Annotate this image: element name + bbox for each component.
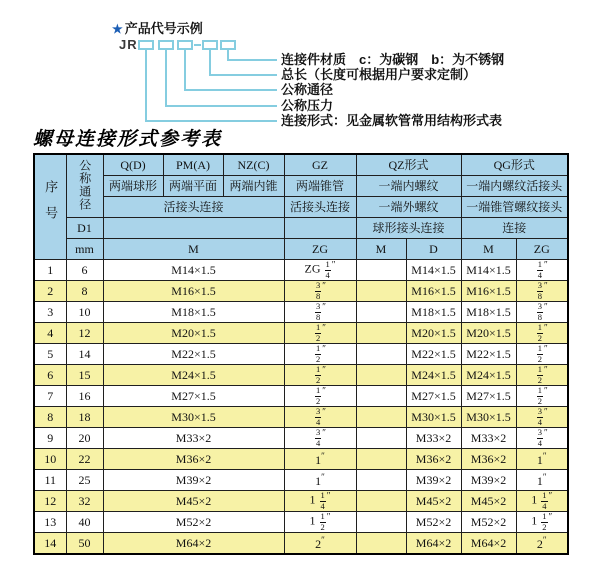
- connector-line-h3: [184, 89, 277, 91]
- table-title: 螺母连接形式参考表: [33, 128, 223, 150]
- cell-m-thread: M33×2: [103, 428, 284, 449]
- cell-serial: 5: [34, 344, 66, 365]
- cell-qg-zg: $\frac{1}{2}$ ″: [516, 365, 568, 386]
- cell-qz-d: M18×1.5: [406, 302, 461, 323]
- cell-m-thread: M20×1.5: [103, 323, 284, 344]
- cell-dn-mm: 14: [66, 344, 103, 365]
- table-row: [34, 302, 568, 323]
- cell-dn-mm: 40: [66, 512, 103, 533]
- cell-qz-m: [356, 260, 406, 281]
- cell-serial: 7: [34, 386, 66, 407]
- header-qg-zg: ZG: [516, 239, 568, 260]
- cell-qg-zg: $\frac{1}{2}$ ″: [516, 344, 568, 365]
- cell-qg-zg: $\frac{1}{4}$ ″: [516, 260, 568, 281]
- diagram-title: [112, 18, 203, 37]
- cell-dn-mm: 6: [66, 260, 103, 281]
- header-serial: 序号: [34, 154, 66, 260]
- connector-line-v2: [165, 49, 167, 107]
- cell-qg-m: M45×2: [461, 491, 516, 512]
- cell-qg-m: M18×1.5: [461, 302, 516, 323]
- table-row: [34, 323, 568, 344]
- cell-gz-thread: $\frac{3}{8}$ ″: [284, 281, 356, 302]
- header-qg-desc1: 一端内螺纹活接头: [461, 176, 568, 197]
- cell-qg-m: M14×1.5: [461, 260, 516, 281]
- cell-serial: 3: [34, 302, 66, 323]
- header-gz-desc: 两端锥管: [284, 176, 356, 197]
- cell-qz-m: [356, 323, 406, 344]
- cell-qz-m: [356, 428, 406, 449]
- cell-m-thread: M45×2: [103, 491, 284, 512]
- cell-qz-m: [356, 302, 406, 323]
- table-row: [34, 407, 568, 428]
- header-m-thread: M: [103, 239, 284, 260]
- cell-gz-thread: ZG $\frac{1}{4}$ ″: [284, 260, 356, 281]
- cell-qz-d: M16×1.5: [406, 281, 461, 302]
- cell-qz-m: [356, 344, 406, 365]
- table-row: [34, 512, 568, 533]
- cell-serial: 2: [34, 281, 66, 302]
- cell-qg-zg: $\frac{3}{8}$ ″: [516, 302, 568, 323]
- cell-m-thread: M27×1.5: [103, 386, 284, 407]
- cell-serial: 6: [34, 365, 66, 386]
- cell-dn-mm: 20: [66, 428, 103, 449]
- header-qg-desc2: 一端锥管螺纹接头: [461, 197, 568, 218]
- cell-m-thread: M39×2: [103, 470, 284, 491]
- connector-line-h4: [165, 105, 277, 107]
- diagram-label-connection: 连接形式：见金属软管常用结构形式表: [281, 113, 503, 128]
- table-row: [34, 428, 568, 449]
- cell-dn-mm: 22: [66, 449, 103, 470]
- header-mm: mm: [66, 239, 103, 260]
- diagram-label-diameter: 公称通径: [281, 82, 334, 97]
- connector-line-v1: [145, 49, 147, 122]
- cell-qg-m: M24×1.5: [461, 365, 516, 386]
- table-row: [34, 365, 568, 386]
- cell-m-thread: M16×1.5: [103, 281, 284, 302]
- table-row: [34, 491, 568, 512]
- header-d1: D1: [66, 218, 103, 239]
- cell-gz-thread: 1″: [284, 449, 356, 470]
- cell-qz-d: M64×2: [406, 533, 461, 555]
- table-row: [34, 281, 568, 302]
- cell-qz-m: [356, 386, 406, 407]
- cell-qz-d: M52×2: [406, 512, 461, 533]
- header-qg-connection: 连接: [461, 218, 568, 239]
- header-nz-type: NZ(C): [223, 154, 284, 176]
- cell-qz-d: M14×1.5: [406, 260, 461, 281]
- cell-qg-m: M52×2: [461, 512, 516, 533]
- header-nominal-diameter: 公称通径: [66, 154, 103, 218]
- cell-qg-zg: $\frac{3}{8}$ ″: [516, 281, 568, 302]
- cell-serial: 12: [34, 491, 66, 512]
- cell-gz-thread: 1″: [284, 470, 356, 491]
- cell-dn-mm: 32: [66, 491, 103, 512]
- header-union-connection: 活接头连接: [103, 197, 284, 218]
- cell-dn-mm: 16: [66, 386, 103, 407]
- header-empty-gz: [284, 218, 356, 239]
- cell-gz-thread: 2″: [284, 533, 356, 555]
- cell-gz-thread: $\frac{1}{2}$ ″: [284, 365, 356, 386]
- cell-gz-thread: $\frac{1}{2}$ ″: [284, 386, 356, 407]
- table-row: [34, 386, 568, 407]
- header-gz-type: GZ: [284, 154, 356, 176]
- cell-qz-d: M45×2: [406, 491, 461, 512]
- cell-serial: 4: [34, 323, 66, 344]
- product-code-prefix: JR: [119, 37, 138, 52]
- cell-qz-m: [356, 365, 406, 386]
- header-qz-type: QZ形式: [356, 154, 461, 176]
- cell-m-thread: M36×2: [103, 449, 284, 470]
- header-pm-desc: 两端平面: [163, 176, 223, 197]
- diagram-label-pressure: 公称压力: [281, 98, 334, 113]
- cell-m-thread: M52×2: [103, 512, 284, 533]
- cell-qg-zg: 1″: [516, 470, 568, 491]
- cell-qz-d: M36×2: [406, 449, 461, 470]
- diagram-label-length: 总长（长度可根据用户要求定制）: [281, 67, 477, 82]
- cell-qz-d: M20×1.5: [406, 323, 461, 344]
- cell-qg-m: M22×1.5: [461, 344, 516, 365]
- header-gz-union-connection: 活接头连接: [284, 197, 356, 218]
- table-header: [34, 154, 568, 260]
- cell-m-thread: M22×1.5: [103, 344, 284, 365]
- cell-qg-m: M64×2: [461, 533, 516, 555]
- header-nz-desc: 两端内锥: [223, 176, 284, 197]
- connector-line-v3: [184, 49, 186, 91]
- cell-gz-thread: $\frac{1}{2}$ ″: [284, 323, 356, 344]
- connector-line-h1: [227, 59, 277, 61]
- cell-serial: 10: [34, 449, 66, 470]
- cell-dn-mm: 8: [66, 281, 103, 302]
- connector-line-h2: [209, 74, 277, 76]
- cell-m-thread: M14×1.5: [103, 260, 284, 281]
- cell-m-thread: M30×1.5: [103, 407, 284, 428]
- cell-qz-d: M27×1.5: [406, 386, 461, 407]
- cell-qg-m: M16×1.5: [461, 281, 516, 302]
- star-icon: ★: [112, 22, 123, 36]
- cell-gz-thread: 1 $\frac{1}{4}$ ″: [284, 491, 356, 512]
- cell-gz-thread: $\frac{3}{4}$ ″: [284, 428, 356, 449]
- header-qg-type: QG形式: [461, 154, 568, 176]
- cell-serial: 1: [34, 260, 66, 281]
- cell-qg-zg: $\frac{3}{4}$ ″: [516, 428, 568, 449]
- cell-qz-d: M30×1.5: [406, 407, 461, 428]
- cell-qz-m: [356, 281, 406, 302]
- cell-qz-d: M39×2: [406, 470, 461, 491]
- cell-qg-m: M36×2: [461, 449, 516, 470]
- cell-qz-d: M24×1.5: [406, 365, 461, 386]
- header-zg-thread: ZG: [284, 239, 356, 260]
- cell-qg-zg: $\frac{1}{2}$ ″: [516, 386, 568, 407]
- header-q-desc: 两端球形: [103, 176, 163, 197]
- cell-dn-mm: 50: [66, 533, 103, 555]
- cell-qg-m: M33×2: [461, 428, 516, 449]
- cell-serial: 8: [34, 407, 66, 428]
- cell-serial: 11: [34, 470, 66, 491]
- header-pm-type: PM(A): [163, 154, 223, 176]
- cell-qg-zg: 1″: [516, 449, 568, 470]
- table-row: [34, 470, 568, 491]
- cell-serial: 13: [34, 512, 66, 533]
- cell-gz-thread: $\frac{3}{8}$ ″: [284, 302, 356, 323]
- cell-qz-m: [356, 449, 406, 470]
- cell-gz-thread: $\frac{3}{4}$ ″: [284, 407, 356, 428]
- header-q-type: Q(D): [103, 154, 163, 176]
- cell-qg-m: M30×1.5: [461, 407, 516, 428]
- cell-qz-d: M22×1.5: [406, 344, 461, 365]
- table-row: [34, 449, 568, 470]
- header-qz-m: M: [356, 239, 406, 260]
- cell-qg-m: M20×1.5: [461, 323, 516, 344]
- cell-dn-mm: 18: [66, 407, 103, 428]
- table-row: [34, 533, 568, 555]
- connector-line-h5: [145, 120, 277, 122]
- header-qz-d: D: [406, 239, 461, 260]
- cell-qg-m: M39×2: [461, 470, 516, 491]
- cell-qg-zg: 1 $\frac{1}{2}$ ″: [516, 512, 568, 533]
- header-qz-connection: 球形接头连接: [356, 218, 461, 239]
- diagram-title-text: 产品代号示例: [124, 21, 203, 36]
- cell-qz-m: [356, 533, 406, 555]
- code-dash: [194, 44, 201, 46]
- cell-qg-zg: $\frac{1}{2}$ ″: [516, 323, 568, 344]
- cell-dn-mm: 12: [66, 323, 103, 344]
- cell-m-thread: M18×1.5: [103, 302, 284, 323]
- header-empty-left: [103, 218, 284, 239]
- cell-qz-m: [356, 512, 406, 533]
- header-qz-desc1: 一端内螺纹: [356, 176, 461, 197]
- cell-qg-zg: 1 $\frac{1}{4}$ ″: [516, 491, 568, 512]
- cell-dn-mm: 10: [66, 302, 103, 323]
- cell-gz-thread: $\frac{1}{2}$ ″: [284, 344, 356, 365]
- cell-dn-mm: 15: [66, 365, 103, 386]
- cell-m-thread: M24×1.5: [103, 365, 284, 386]
- cell-qz-m: [356, 470, 406, 491]
- nut-connection-reference-table: [33, 153, 569, 555]
- cell-serial: 14: [34, 533, 66, 555]
- header-qg-m: M: [461, 239, 516, 260]
- cell-serial: 9: [34, 428, 66, 449]
- cell-qz-m: [356, 407, 406, 428]
- cell-qz-d: M33×2: [406, 428, 461, 449]
- table-body: [34, 260, 568, 555]
- diagram-label-material: 连接件材质 c：为碳钢 b：为不锈钢: [281, 52, 505, 67]
- cell-qg-zg: $\frac{3}{4}$ ″: [516, 407, 568, 428]
- cell-gz-thread: 1 $\frac{1}{2}$ ″: [284, 512, 356, 533]
- header-qz-desc2: 一端外螺纹: [356, 197, 461, 218]
- table-row: [34, 344, 568, 365]
- cell-qg-m: M27×1.5: [461, 386, 516, 407]
- cell-dn-mm: 25: [66, 470, 103, 491]
- connector-line-v4: [209, 49, 211, 76]
- cell-qz-m: [356, 491, 406, 512]
- table-row: [34, 260, 568, 281]
- cell-m-thread: M64×2: [103, 533, 284, 555]
- cell-qg-zg: 2″: [516, 533, 568, 555]
